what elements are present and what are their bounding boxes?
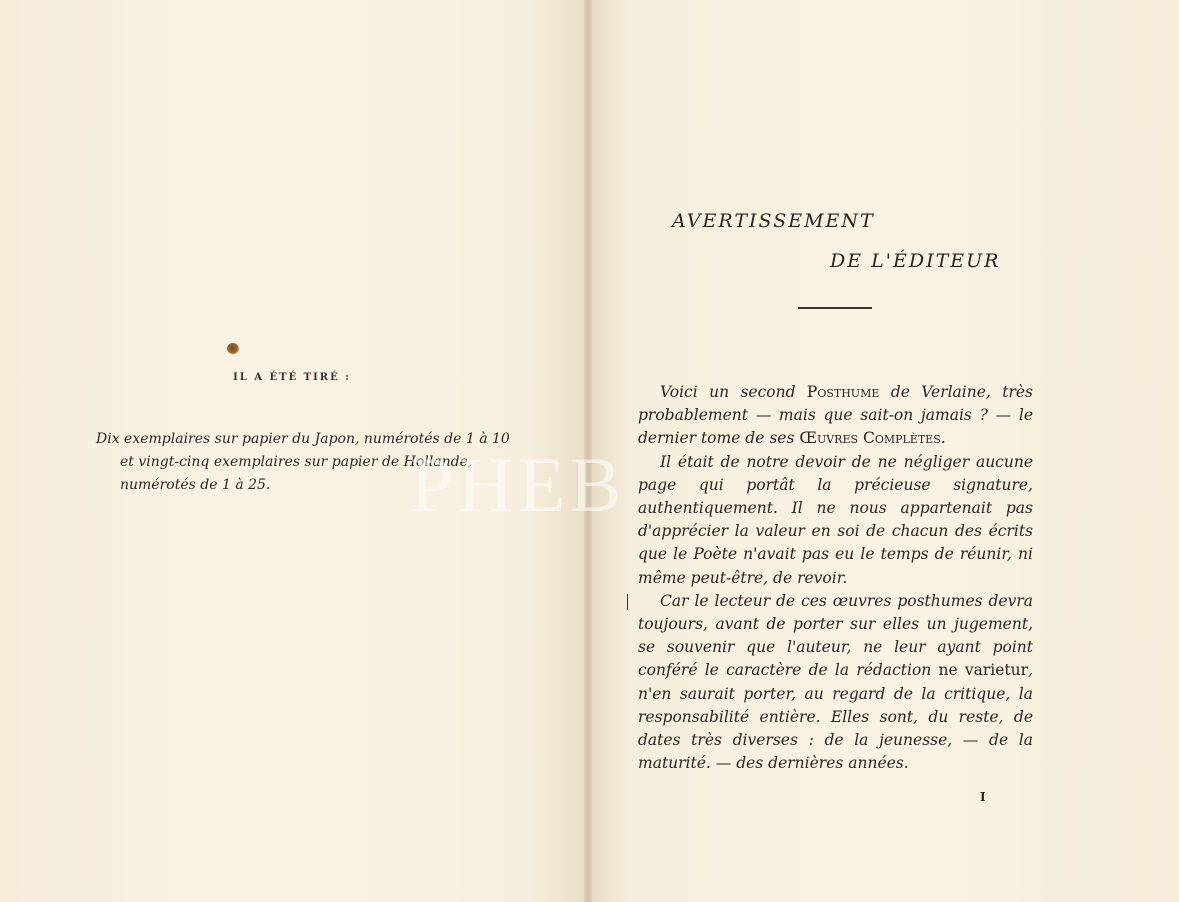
text-run: , n'en saurait porter, au regard de la critique, la responsabilité entière. Elles sont, du reste, de dates très diverses : de la jeunesse, — de la maturité. — des dernières années. bbox=[638, 661, 1033, 773]
text-run-smallcaps: Œuvres Complètes bbox=[799, 429, 941, 448]
print-run-heading: IL A ÉTÉ TIRÉ : bbox=[233, 372, 351, 383]
print-run-line: Dix exemplaires sur papier du Japon, numérotés de 1 à 10 bbox=[96, 431, 510, 447]
title-avertissement: AVERTISSEMENT bbox=[672, 210, 875, 232]
text-run: Car le lecteur de ces œuvres posthumes devra toujours, avant de porter sur elles un jugement, se souvenir que l'auteur, ne leur ayant point conféré le caractère de la rédaction bbox=[638, 591, 1033, 680]
foreword-text bbox=[638, 381, 1033, 775]
watermark: PHEB bbox=[410, 441, 626, 528]
title-divider bbox=[798, 307, 872, 309]
ink-stain bbox=[227, 343, 239, 354]
text-run-smallcaps: Posthume bbox=[806, 383, 880, 401]
paragraph-3 bbox=[638, 590, 1033, 776]
margin-mark bbox=[627, 594, 628, 610]
print-run-line: et vingt-cinq exemplaires sur papier de Hollande, bbox=[120, 454, 473, 470]
print-run-line: numérotés de 1 à 25. bbox=[120, 477, 271, 493]
paragraph-2: Il était de notre devoir de ne négliger aucune page qui portât la précieuse signature, authentiquement. Il ne nous appartenait pas d'apprécier la valeur en soi de chacun des écrits que le Poète n'avait pas eu le temps de réunir, ni même peut-être, de revoir. bbox=[638, 452, 1033, 587]
title-de-l-editeur: DE L'ÉDITEUR bbox=[830, 250, 1001, 272]
text-run: Voici un second bbox=[660, 383, 807, 401]
signature-mark: I bbox=[980, 790, 986, 804]
text-run-roman: ne varietur bbox=[938, 661, 1029, 680]
paragraph-1 bbox=[638, 381, 1033, 451]
text-run: . bbox=[940, 429, 946, 448]
text-run: de Verlaine, très probablement — mais que sait-on jamais ? — le dernier tome de ses bbox=[638, 383, 1033, 448]
